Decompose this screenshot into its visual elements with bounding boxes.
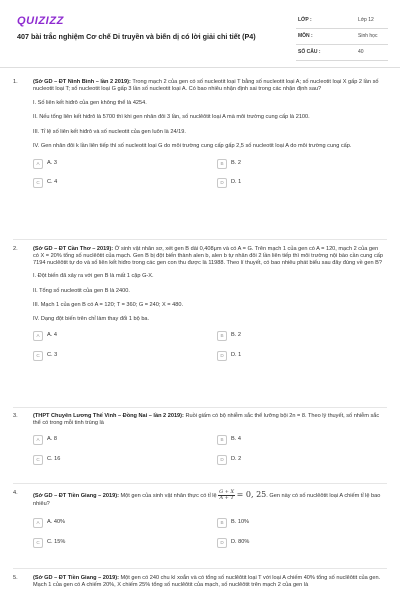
meta-value: Lớp 12	[358, 17, 374, 23]
option-d[interactable]	[217, 178, 357, 188]
option-d[interactable]	[217, 538, 357, 548]
statement: II. Tổng số nucleotit của gen B là 2400.	[33, 287, 130, 294]
option-c[interactable]	[33, 351, 173, 361]
meta-value: 40	[358, 49, 364, 55]
meta-label: MÔN :	[298, 33, 313, 39]
metadata-panel	[296, 13, 388, 61]
option-c[interactable]	[33, 538, 173, 548]
option-letter: C	[33, 455, 43, 465]
option-a[interactable]	[33, 159, 173, 169]
question-number: 5.	[13, 575, 18, 581]
option-text: B. 10%	[231, 519, 250, 526]
option-a[interactable]	[33, 331, 173, 341]
question-body	[33, 575, 385, 589]
answer-options	[33, 435, 385, 473]
option-text: A. 40%	[47, 519, 66, 526]
question-text: Một gen của sinh vật nhân thực có tỉ lệ	[120, 493, 217, 499]
question-text: Trong mạch 2 của gen có số nucleotit loại T bằng số nucleotit loại A; số nucleotit loại X gấp 2 lần số nucleotit loại T; số nucleotit loại G gấp 3 lần số nucleotit loại A. Có bao nhiêu nhận định sai trong các nhận định sau?	[33, 79, 379, 93]
meta-row-subject	[296, 29, 388, 45]
fraction-denominator: A + T	[219, 495, 234, 502]
question-text: Ruồi giấm có bộ nhiễm sắc thể lưỡng bội 2n = 8. Theo lý thuyết, số nhiễm sắc thể có trong mỗi tinh trùng là	[33, 413, 380, 427]
option-text: D. 2	[231, 456, 242, 463]
question-body	[33, 79, 385, 197]
question-stem	[33, 246, 385, 267]
option-text: D. 1	[231, 352, 242, 359]
option-b[interactable]	[217, 159, 357, 169]
option-text: A. 3	[47, 159, 57, 166]
option-a[interactable]	[33, 435, 173, 445]
option-letter: A	[33, 518, 43, 528]
header-divider	[0, 67, 400, 68]
question-divider	[13, 483, 387, 484]
question-source: (Sở GD – ĐT Tiền Giang – 2019):	[33, 493, 119, 499]
question-number: 4.	[13, 490, 18, 496]
statement: III. Mạch 1 của gen B có A = 120; T = 360; G = 240; X = 480.	[33, 301, 183, 308]
option-c[interactable]	[33, 455, 173, 465]
question-divider	[13, 568, 387, 569]
option-c[interactable]	[33, 178, 173, 188]
option-letter: A	[33, 435, 43, 445]
option-d[interactable]	[217, 351, 357, 361]
question-text: . Gen này có số nuclêôtit loại A chiếm tỉ lệ bao nhiêu?	[33, 493, 381, 508]
option-letter: A	[33, 159, 43, 169]
option-letter: C	[33, 178, 43, 188]
question-text: Ở sinh vật nhân sơ, xét gen B dài 0,408μm và có A = G. Trên mạch 1 của gen có A = 120, mạch 2 của gen có X = 20% tổng số nuclêôtit của mạch. Gen B bị đột biến thành alen b, alen b tự nhân đôi 2 lần liên tiếp thì môi trường nội bào cần cung cấp 7194 nuclêôtit tự do và số liên kết hiđro trong các gen con thu được là 11988. Theo lí thuyết, có bao nhiêu phát biểu sau đây đúng về gen B?	[33, 246, 383, 267]
question-stem	[33, 490, 385, 508]
option-b[interactable]	[217, 331, 357, 341]
option-text: D. 80%	[231, 539, 250, 546]
option-letter: B	[217, 518, 227, 528]
question-divider	[13, 407, 387, 408]
option-text: A. 4	[47, 332, 57, 339]
option-text: A. 8	[47, 436, 57, 443]
statement: IV. Dạng đột biến trên chỉ làm thay đổi 1 bộ ba.	[33, 315, 150, 322]
option-letter: C	[33, 351, 43, 361]
question-number: 2.	[13, 246, 18, 252]
option-a[interactable]	[33, 518, 173, 528]
option-text: B. 2	[231, 332, 241, 339]
meta-value: Sinh học	[358, 33, 378, 39]
option-letter: D	[217, 178, 227, 188]
option-letter: C	[33, 538, 43, 548]
option-text: D. 1	[231, 178, 242, 185]
option-text: C. 3	[47, 352, 58, 359]
fraction-numerator: G + X	[219, 489, 235, 496]
question-stem	[33, 79, 385, 93]
meta-label: LỚP :	[298, 17, 312, 23]
answer-options	[33, 331, 385, 369]
statement: I. Số liên kết hiđrô của gen không thể là 4254.	[33, 100, 147, 107]
statement: I. Đột biến đã xảy ra với gen B là mất 1 cặp G-X.	[33, 273, 154, 280]
document-title: 407 bài trắc nghiệm Cơ chế Di truyền và biến dị có lời giải chi tiết (P4)	[17, 32, 256, 41]
ratio-value: = 0, 25	[236, 490, 267, 499]
question-text: Một gen có 240 chu kì xoắn và có tổng số nuclêôtit loại T với loại A chiếm 40% tổng số nuclêôtit của gen. Mạch 1 của gen có A chiếm 20%, X chiếm 25% tổng số nuclêôtit của mạch, số nuclêôtit trên mạch 2 của gen là	[33, 575, 381, 589]
option-d[interactable]	[217, 455, 357, 465]
answer-options	[33, 159, 385, 197]
page-header	[0, 0, 400, 68]
option-letter: D	[217, 538, 227, 548]
question-stem	[33, 575, 385, 589]
meta-row-count	[296, 45, 388, 61]
option-letter: D	[217, 455, 227, 465]
option-text: C. 16	[47, 456, 61, 463]
question-source: (Sở GD – ĐT Ninh Bình – lần 2 2019):	[33, 79, 131, 85]
option-text: C. 15%	[47, 539, 66, 546]
option-letter: B	[217, 435, 227, 445]
option-b[interactable]	[217, 435, 357, 445]
question-body	[33, 413, 385, 473]
option-letter: D	[217, 351, 227, 361]
meta-label: SỐ CÂU :	[298, 49, 321, 55]
option-text: B. 2	[231, 159, 241, 166]
question-body	[33, 490, 385, 556]
option-letter: B	[217, 159, 227, 169]
option-text: B. 4	[231, 436, 241, 443]
question-divider	[13, 239, 387, 240]
answer-options	[33, 518, 385, 556]
ratio-fraction	[218, 490, 235, 501]
option-b[interactable]	[217, 518, 357, 528]
meta-row-class	[296, 13, 388, 29]
question-number: 3.	[13, 413, 18, 419]
statement: IV. Gen nhân đôi k lần liên tiếp thì số nucleotit loại G do môi trường cung cấp gấp 2,5 số nucleotit loại A do môi trường cung cấp.	[33, 142, 352, 149]
statement: III. Tỉ lệ số liên kết hiđrô và số nucleotit của gen luôn là 24/19.	[33, 128, 186, 135]
option-text: C. 4	[47, 178, 58, 185]
option-letter: A	[33, 331, 43, 341]
question-source: (THPT Chuyên Lương Thế Vinh – Đồng Nai – lần 2 2019):	[33, 413, 184, 419]
statement: II. Nếu tổng liên kết hiđrô là 5700 thì khi gen nhân đôi 3 lần, số nuclêôtit loại A mà môi trường cung cấp là 2100.	[33, 114, 310, 121]
quizizz-logo: QUIZIZZ	[17, 15, 64, 27]
question-source: (Sở GD – ĐT Tiền Giang – 2019):	[33, 575, 119, 581]
question-body	[33, 246, 385, 369]
question-number: 1.	[13, 79, 18, 85]
question-source: (Sở GD – ĐT Cần Thơ – 2019):	[33, 246, 114, 252]
question-stem	[33, 413, 385, 427]
option-letter: B	[217, 331, 227, 341]
